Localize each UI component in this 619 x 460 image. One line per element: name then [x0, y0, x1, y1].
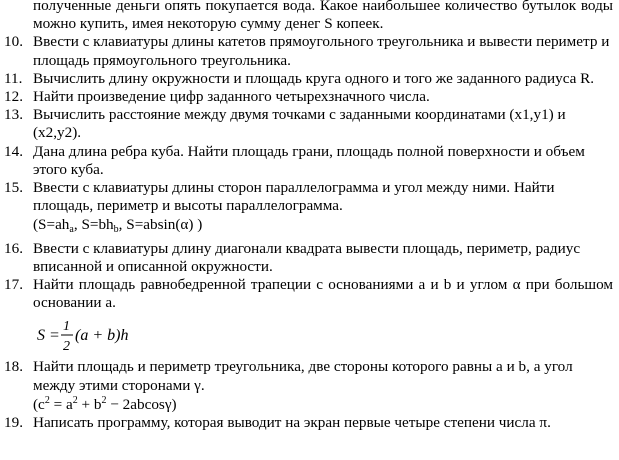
list-item-14 — [0, 143, 619, 179]
list-item-16 — [0, 240, 619, 276]
item-number: 12. — [4, 88, 23, 106]
item-text: Ввести с клавиатуры длины катетов прямоугольного треугольника и вывести периметр и площадь прямоугольного треугольника. — [33, 33, 610, 69]
list-item-18 — [0, 358, 619, 414]
formula-part: , S=bh — [73, 216, 114, 234]
list-item-13 — [0, 106, 619, 142]
list-item-15 — [0, 179, 619, 240]
item-text: Вычислить расстояние между двумя точками с заданными координатами (x1,y1) и (x2,y2). — [33, 106, 566, 142]
item-text: Найти произведение цифр заданного четырехзначного числа. — [33, 88, 430, 106]
item-number: 14. — [4, 142, 23, 160]
formula-part: (S=ah — [33, 216, 70, 234]
item-text: Дана длина ребра куба. Найти площадь грани, площадь полной поверхности и объем этого куба. — [33, 142, 585, 178]
item-number: 19. — [4, 414, 23, 432]
trapezoid-formula-svg — [35, 316, 175, 354]
item-number: 17. — [4, 276, 23, 294]
formula-lhs: S — [37, 327, 45, 345]
formula-part: , S=absin(α) ) — [118, 216, 203, 234]
item-number: 15. — [4, 179, 23, 197]
formula-law-of-cosines — [33, 396, 613, 414]
formula-rhs: (a + b)h — [75, 327, 129, 345]
formula-part: = a — [49, 395, 73, 413]
item-text: Найти площадь равнобедренной трапеции с основаниями a и b и углом α при большом основании a. — [33, 276, 613, 312]
formula-equals: = — [49, 327, 60, 345]
list-item-19 — [0, 414, 619, 432]
item-text: Ввести с клавиатуры длину диагонали квадрата вывести площадь, периметр, радиус вписанной и описанной окружности. — [33, 239, 581, 275]
item-number: 16. — [4, 239, 23, 257]
item-text: Написать программу, которая выводит на экран первые четыре степени числа π. — [33, 414, 551, 432]
formula-numerator: 1 — [63, 319, 70, 335]
formula-part: (c — [33, 395, 45, 413]
formula-subscript: a — [69, 224, 74, 236]
formula-denominator: 2 — [63, 339, 70, 355]
item-number: 13. — [4, 106, 23, 124]
item-number: 18. — [4, 358, 23, 376]
formula-exponent: 2 — [72, 394, 78, 406]
list-item-11 — [0, 70, 619, 88]
item-text: Ввести с клавиатуры длины сторон параллелограмма и угол между ними. Найти площадь, периметр и высоты параллелограмма. — [33, 179, 555, 215]
formula-parallelogram-area — [33, 216, 613, 239]
formula-exponent: 2 — [101, 394, 107, 406]
item-number: 10. — [4, 33, 23, 51]
list-item-12 — [0, 88, 619, 106]
formula-part: − 2abcosγ) — [106, 395, 177, 413]
formula-exponent: 2 — [44, 394, 50, 406]
list-item-17 — [0, 276, 619, 354]
continuation-text: полученные деньги опять покупается вода. Какое наибольшее количество бутылок воды можно купить, имея некоторую сумму денег S копеек. — [33, 0, 613, 33]
list-item-10 — [0, 33, 619, 69]
item-number: 11. — [4, 69, 23, 87]
item-text: Вычислить длину окружности и площадь круга одного и того же заданного радиуса R. — [33, 69, 595, 87]
formula-part: + b — [77, 395, 102, 413]
formula-subscript: b — [113, 224, 119, 236]
item-text: Найти площадь и периметр треугольника, две стороны которого равны a и b, а угол между этими сторонами γ. — [33, 358, 573, 394]
formula-trapezoid-area — [35, 316, 613, 354]
